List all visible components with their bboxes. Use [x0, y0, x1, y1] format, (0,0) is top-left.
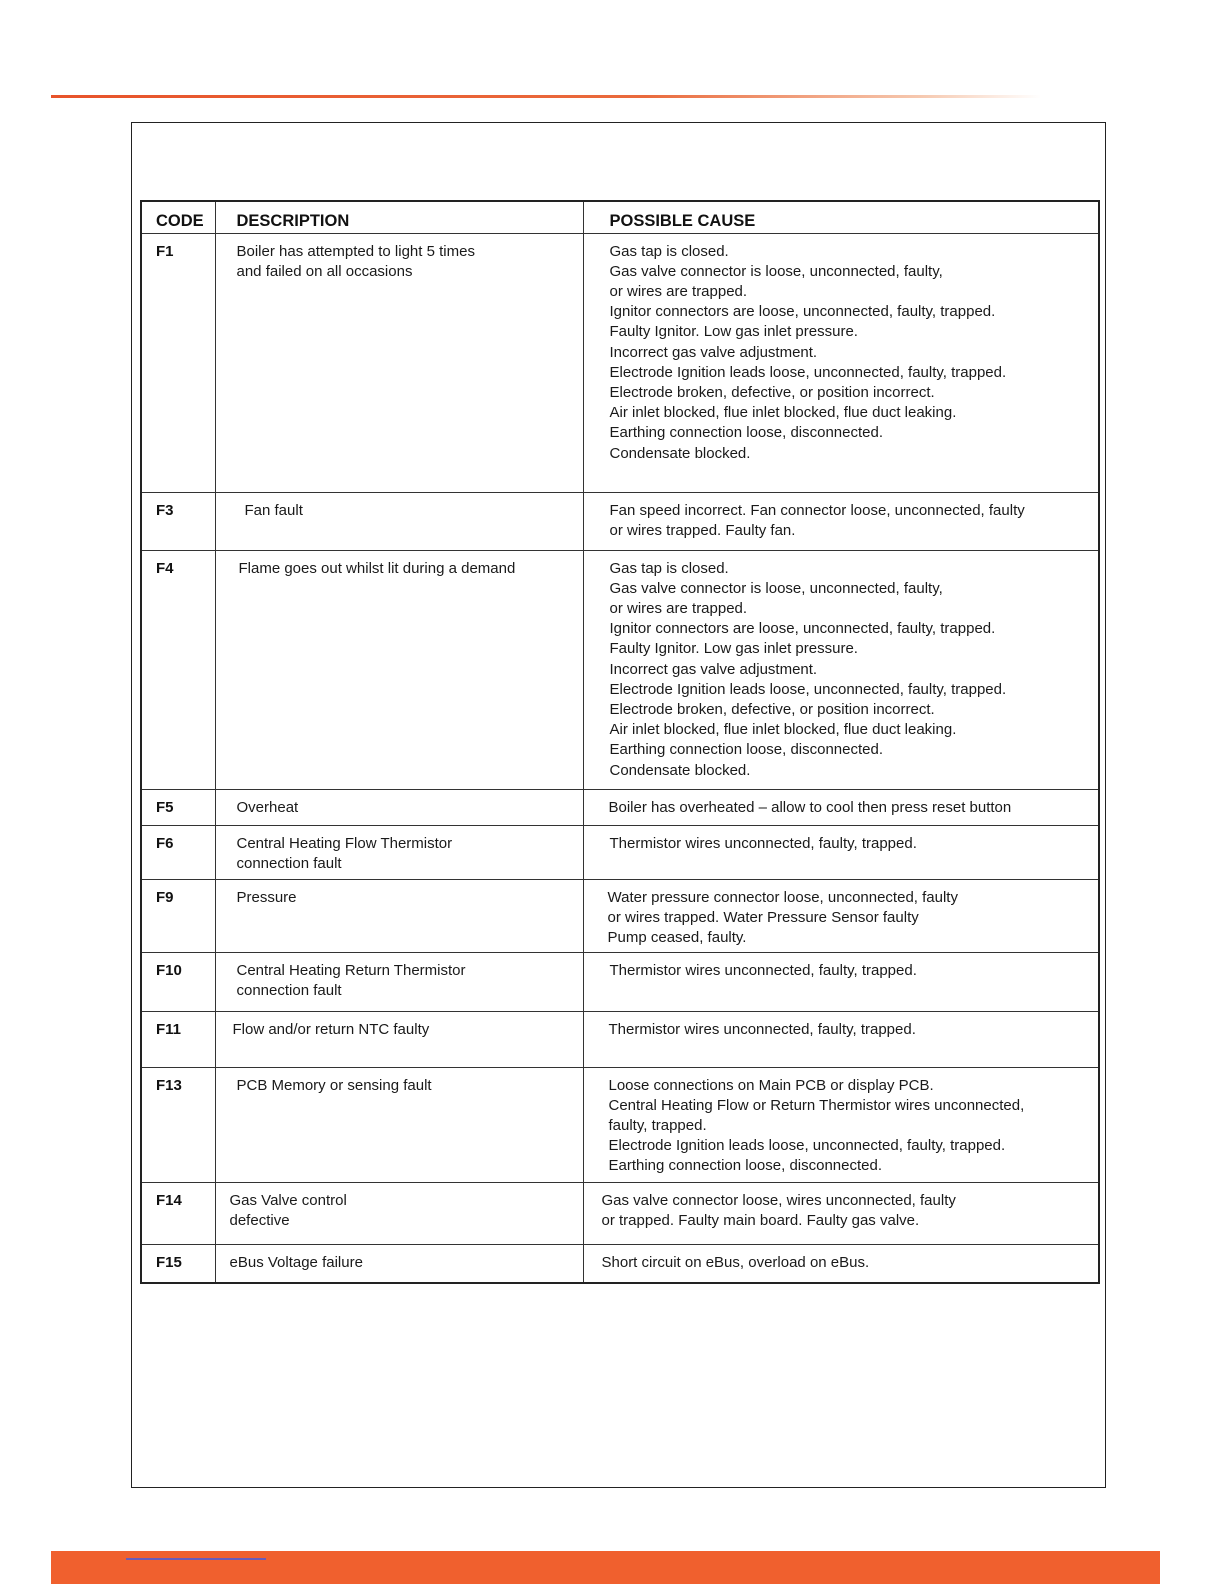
description-line: Gas Valve control [229, 1191, 347, 1209]
fault-description [215, 492, 583, 550]
fault-description [215, 233, 583, 492]
fault-code: F9 [141, 879, 215, 952]
cause-line: or trapped. Faulty main board. Faulty gas valve. [601, 1211, 920, 1229]
table-row [141, 1182, 1099, 1244]
fault-code: F5 [141, 789, 215, 825]
fault-code: F10 [141, 952, 215, 1011]
column-header-description: DESCRIPTION [215, 201, 583, 233]
cause-line: Earthing connection loose, disconnected. [609, 424, 884, 442]
cause-line: Incorrect gas valve adjustment. [609, 343, 818, 361]
column-header-code: CODE [141, 201, 215, 233]
cause-line: or wires are trapped. [609, 599, 748, 617]
description-line: Fan fault [244, 501, 303, 519]
description-line: PCB Memory or sensing fault [236, 1076, 432, 1094]
cause-line: Ignitor connectors are loose, unconnected, faulty, trapped. [609, 303, 996, 321]
table-row [141, 1067, 1099, 1182]
possible-cause [583, 492, 1099, 550]
table-row [141, 1244, 1099, 1283]
cause-line: Gas valve connector is loose, unconnected, faulty, [609, 579, 943, 597]
description-line: Flow and/or return NTC faulty [232, 1020, 430, 1038]
table-header-row [141, 201, 1099, 233]
description-line: Boiler has attempted to light 5 times [236, 242, 475, 260]
cause-line: Fan speed incorrect. Fan connector loose, unconnected, faulty [609, 501, 1025, 519]
fault-description [215, 825, 583, 879]
fault-code: F15 [141, 1244, 215, 1283]
description-line: Central Heating Flow Thermistor [236, 834, 453, 852]
table-row [141, 789, 1099, 825]
header-accent-rule [51, 95, 1041, 98]
fault-code: F6 [141, 825, 215, 879]
fault-code: F11 [141, 1011, 215, 1067]
fault-description [215, 1067, 583, 1182]
fault-description [215, 1011, 583, 1067]
fault-description [215, 1182, 583, 1244]
description-line: Central Heating Return Thermistor [236, 961, 466, 979]
possible-cause [583, 550, 1099, 789]
fault-description [215, 550, 583, 789]
cause-line: Faulty Ignitor. Low gas inlet pressure. [609, 640, 858, 658]
possible-cause [583, 1067, 1099, 1182]
column-header-possible-cause: POSSIBLE CAUSE [583, 201, 1099, 233]
possible-cause [583, 952, 1099, 1011]
description-line: connection fault [236, 854, 342, 872]
fault-description [215, 952, 583, 1011]
fault-description [215, 1244, 583, 1283]
cause-line: Ignitor connectors are loose, unconnected, faulty, trapped. [609, 620, 996, 638]
possible-cause [583, 825, 1099, 879]
cause-line: faulty, trapped. [608, 1116, 707, 1134]
cause-line: Electrode Ignition leads loose, unconnected, faulty, trapped. [609, 363, 1007, 381]
possible-cause [583, 1182, 1099, 1244]
table-row [141, 1011, 1099, 1067]
footer-accent-bar [51, 1551, 1160, 1584]
description-line: defective [229, 1211, 290, 1229]
cause-line: Thermistor wires unconnected, faulty, trapped. [608, 1020, 916, 1038]
cause-line: Central Heating Flow or Return Thermistor wires unconnected, [608, 1096, 1025, 1114]
cause-line: Gas tap is closed. [609, 559, 729, 577]
cause-line: Water pressure connector loose, unconnected, faulty [607, 888, 958, 906]
cause-line: Gas valve connector loose, wires unconnected, faulty [601, 1191, 956, 1209]
cause-line: Air inlet blocked, flue inlet blocked, flue duct leaking. [609, 721, 957, 739]
fault-description [215, 879, 583, 952]
description-line: Pressure [236, 888, 297, 906]
fault-code-table [140, 200, 1100, 1284]
fault-code: F3 [141, 492, 215, 550]
description-line: and failed on all occasions [236, 262, 413, 280]
description-line: eBus Voltage failure [229, 1253, 363, 1271]
cause-line: Electrode broken, defective, or position incorrect. [609, 700, 935, 718]
cause-line: or wires trapped. Faulty fan. [609, 521, 796, 539]
footer-link-underline [126, 1558, 266, 1560]
cause-line: Short circuit on eBus, overload on eBus. [601, 1253, 870, 1271]
description-line: Flame goes out whilst lit during a demand [238, 559, 516, 577]
cause-line: Electrode broken, defective, or position incorrect. [609, 383, 935, 401]
fault-code: F13 [141, 1067, 215, 1182]
cause-line: Air inlet blocked, flue inlet blocked, flue duct leaking. [609, 404, 957, 422]
cause-line: Earthing connection loose, disconnected. [609, 741, 884, 759]
fault-code: F14 [141, 1182, 215, 1244]
possible-cause [583, 879, 1099, 952]
cause-line: Earthing connection loose, disconnected. [608, 1157, 883, 1175]
cause-line: Faulty Ignitor. Low gas inlet pressure. [609, 323, 858, 341]
fault-code: F4 [141, 550, 215, 789]
fault-code: F1 [141, 233, 215, 492]
cause-line: Electrode Ignition leads loose, unconnected, faulty, trapped. [608, 1137, 1006, 1155]
cause-line: Pump ceased, faulty. [607, 928, 747, 946]
cause-line: Boiler has overheated – allow to cool then press reset button [608, 798, 1012, 816]
possible-cause [583, 1011, 1099, 1067]
cause-line: or wires trapped. Water Pressure Sensor faulty [607, 908, 919, 926]
cause-line: Loose connections on Main PCB or display PCB. [608, 1076, 934, 1094]
fault-description [215, 789, 583, 825]
cause-line: Incorrect gas valve adjustment. [609, 660, 818, 678]
cause-line: Condensate blocked. [609, 444, 751, 462]
table-row [141, 879, 1099, 952]
table-row [141, 492, 1099, 550]
table-row [141, 952, 1099, 1011]
possible-cause [583, 789, 1099, 825]
description-line: Overheat [236, 798, 299, 816]
cause-line: or wires are trapped. [609, 282, 748, 300]
cause-line: Gas tap is closed. [609, 242, 729, 260]
possible-cause [583, 233, 1099, 492]
possible-cause [583, 1244, 1099, 1283]
cause-line: Gas valve connector is loose, unconnected, faulty, [609, 262, 943, 280]
cause-line: Thermistor wires unconnected, faulty, trapped. [609, 961, 917, 979]
cause-line: Thermistor wires unconnected, faulty, trapped. [609, 834, 917, 852]
table-row [141, 825, 1099, 879]
description-line: connection fault [236, 981, 342, 999]
cause-line: Condensate blocked. [609, 761, 751, 779]
cause-line: Electrode Ignition leads loose, unconnected, faulty, trapped. [609, 680, 1007, 698]
table-row [141, 550, 1099, 789]
table-row [141, 233, 1099, 492]
